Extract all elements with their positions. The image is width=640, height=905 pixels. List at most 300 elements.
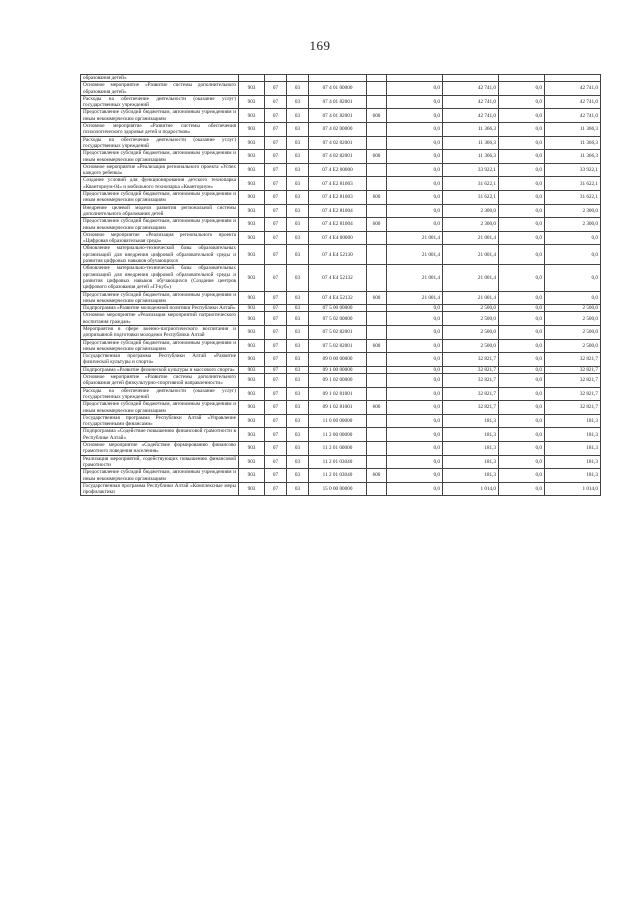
row-amount-other: 0,0 — [499, 218, 545, 232]
row-expense-type — [367, 325, 387, 339]
row-description: Расходы на обеспечение деятельности (оказание услуг) государственных учреждений — [81, 136, 239, 150]
row-amount-total: 2 500,0 — [443, 312, 499, 326]
row-amount-other: 0,0 — [499, 401, 545, 415]
table-row — [81, 136, 601, 150]
row-target-article: 07 4 E4 52132 — [309, 291, 367, 305]
row-amount-total: 21 001,4 — [443, 231, 499, 245]
row-description: образования детей» — [81, 75, 239, 82]
row-subsection-code: 03 — [287, 387, 309, 401]
row-section-code: 07 — [265, 325, 287, 339]
row-ministry-code: 903 — [239, 231, 265, 245]
row-subsection-code: 03 — [287, 95, 309, 109]
row-amount-total: 21 001,4 — [443, 291, 499, 305]
row-section-code: 07 — [265, 204, 287, 218]
row-target-article: 07 4 E4 52130 — [309, 245, 367, 265]
row-target-article: 07 4 01 82001 — [309, 109, 367, 123]
row-amount-total: 32 821,7 — [443, 387, 499, 401]
row-amount-regional: 181,3 — [545, 455, 601, 469]
table-row — [81, 291, 601, 305]
row-amount-other: 0,0 — [499, 325, 545, 339]
table-row — [81, 428, 601, 442]
row-amount-regional: 32 821,7 — [545, 374, 601, 388]
row-amount-regional: 32 821,7 — [545, 387, 601, 401]
row-description: Государственная программа Республики Алтай «Комплексные меры профилактики — [81, 482, 239, 496]
row-section-code: 07 — [265, 218, 287, 232]
row-expense-type: 600 — [367, 339, 387, 353]
row-amount-total: 181,3 — [443, 414, 499, 428]
row-description: Реализация мероприятий, содействующих повышению финансовой грамотности — [81, 455, 239, 469]
row-section-code: 07 — [265, 163, 287, 177]
row-target-article: 07 5 00 00000 — [309, 305, 367, 312]
row-description: Расходы на обеспечение деятельности (оказание услуг) государственных учреждений — [81, 95, 239, 109]
row-amount-total: 11 366,3 — [443, 123, 499, 137]
row-amount-federal: 0,0 — [387, 109, 443, 123]
table-row — [81, 414, 601, 428]
row-section-code — [265, 75, 287, 82]
row-ministry-code: 903 — [239, 482, 265, 496]
row-amount-federal: 0,0 — [387, 177, 443, 191]
row-description: Предоставление субсидий бюджетным, автономным учреждениям и иным некоммерческим организациям — [81, 339, 239, 353]
row-amount-regional: 11 366,3 — [545, 136, 601, 150]
row-amount-federal: 0,0 — [387, 428, 443, 442]
table-row — [81, 204, 601, 218]
row-amount-total: 31 622,1 — [443, 191, 499, 205]
row-amount-regional: 0,0 — [545, 265, 601, 291]
row-ministry-code: 903 — [239, 366, 265, 373]
row-target-article: 07 5 02 00000 — [309, 312, 367, 326]
table-row — [81, 191, 601, 205]
row-amount-total: 21 001,4 — [443, 265, 499, 291]
row-subsection-code: 03 — [287, 414, 309, 428]
row-description: Предоставление субсидий бюджетным, автономным учреждениям и иным некоммерческим организациям — [81, 191, 239, 205]
budget-table — [80, 74, 601, 496]
row-amount-other: 0,0 — [499, 312, 545, 326]
table-row — [81, 305, 601, 312]
row-amount-total: 181,3 — [443, 469, 499, 483]
row-amount-other: 0,0 — [499, 95, 545, 109]
page-number: 169 — [309, 38, 331, 53]
row-amount-federal: 0,0 — [387, 387, 443, 401]
row-amount-total: 32 821,7 — [443, 366, 499, 373]
row-ministry-code: 903 — [239, 82, 265, 96]
row-amount-regional: 0,0 — [545, 245, 601, 265]
table-row — [81, 82, 601, 96]
row-subsection-code: 03 — [287, 353, 309, 367]
row-amount-regional: 33 922,1 — [545, 163, 601, 177]
table-row — [81, 231, 601, 245]
row-amount-total: 2 500,0 — [443, 339, 499, 353]
row-subsection-code: 03 — [287, 191, 309, 205]
row-amount-other: 0,0 — [499, 177, 545, 191]
row-amount-regional: 42 741,0 — [545, 109, 601, 123]
row-target-article: 07 4 E4 00000 — [309, 231, 367, 245]
row-subsection-code: 03 — [287, 442, 309, 456]
row-section-code: 07 — [265, 191, 287, 205]
row-subsection-code: 03 — [287, 401, 309, 415]
table-row — [81, 245, 601, 265]
row-amount-other: 0,0 — [499, 191, 545, 205]
row-amount-federal: 0,0 — [387, 469, 443, 483]
row-subsection-code: 03 — [287, 163, 309, 177]
row-ministry-code: 903 — [239, 469, 265, 483]
row-amount-regional: 181,3 — [545, 414, 601, 428]
row-expense-type — [367, 482, 387, 496]
row-description: Подпрограмма «Развитие физической культуры и массового спорта» — [81, 366, 239, 373]
row-ministry-code: 903 — [239, 95, 265, 109]
row-description: Мероприятия в сфере военно-патриотического воспитания и допризывной подготовки молодежи Республики Алтай — [81, 325, 239, 339]
row-description: Предоставление субсидий бюджетным, автономным учреждениям и иным некоммерческим организациям — [81, 109, 239, 123]
row-amount-federal: 0,0 — [387, 482, 443, 496]
row-amount-federal: 0,0 — [387, 401, 443, 415]
row-expense-type — [367, 442, 387, 456]
row-description: Государственная программа Республики Алтай «Управление государственными финансами» — [81, 414, 239, 428]
row-amount-federal: 0,0 — [387, 150, 443, 164]
row-section-code: 07 — [265, 109, 287, 123]
row-target-article: 09 1 00 00000 — [309, 366, 367, 373]
row-expense-type: 600 — [367, 469, 387, 483]
row-subsection-code: 03 — [287, 325, 309, 339]
row-amount-federal: 0,0 — [387, 191, 443, 205]
table-row — [81, 482, 601, 496]
row-description: Внедрение целевой модели развития региональной системы дополнительного образования детей — [81, 204, 239, 218]
row-amount-other: 0,0 — [499, 428, 545, 442]
row-section-code: 07 — [265, 353, 287, 367]
row-amount-total: 32 821,7 — [443, 353, 499, 367]
row-subsection-code: 03 — [287, 374, 309, 388]
row-section-code: 07 — [265, 414, 287, 428]
row-section-code: 07 — [265, 291, 287, 305]
row-ministry-code: 903 — [239, 442, 265, 456]
row-description: Предоставление субсидий бюджетным, автономным учреждениям и иным некоммерческим организациям — [81, 469, 239, 483]
row-amount-federal: 0,0 — [387, 218, 443, 232]
row-amount-federal: 0,0 — [387, 123, 443, 137]
row-amount-federal: 0,0 — [387, 305, 443, 312]
row-section-code: 07 — [265, 136, 287, 150]
row-ministry-code: 903 — [239, 123, 265, 137]
row-ministry-code: 903 — [239, 414, 265, 428]
row-expense-type — [367, 428, 387, 442]
row-description: Подпрограмма «Содействие повышению финансовой грамотности в Республике Алтай» — [81, 428, 239, 442]
row-section-code: 07 — [265, 428, 287, 442]
row-subsection-code: 03 — [287, 245, 309, 265]
row-target-article: 07 5 02 82001 — [309, 339, 367, 353]
row-amount-total: 33 922,1 — [443, 163, 499, 177]
row-expense-type — [367, 82, 387, 96]
row-amount-federal: 21 001,4 — [387, 265, 443, 291]
row-amount-federal: 0,0 — [387, 455, 443, 469]
table-row — [81, 325, 601, 339]
row-section-code: 07 — [265, 231, 287, 245]
row-description: Расходы на обеспечение деятельности (оказание услуг) государственных учреждений — [81, 387, 239, 401]
row-target-article: 07 4 E2 81004 — [309, 218, 367, 232]
row-description: Основное мероприятие «Содействие формированию финансово грамотного поведения населения» — [81, 442, 239, 456]
table-row — [81, 353, 601, 367]
row-amount-total — [443, 75, 499, 82]
row-amount-federal: 0,0 — [387, 82, 443, 96]
row-amount-other: 0,0 — [499, 123, 545, 137]
row-ministry-code: 903 — [239, 136, 265, 150]
row-amount-other: 0,0 — [499, 455, 545, 469]
row-target-article: 11 0 00 00000 — [309, 414, 367, 428]
row-section-code: 07 — [265, 82, 287, 96]
row-target-article: 09 0 00 00000 — [309, 353, 367, 367]
table-row — [81, 218, 601, 232]
row-section-code: 07 — [265, 95, 287, 109]
row-target-article: 07 4 01 00000 — [309, 82, 367, 96]
row-amount-total: 42 741,0 — [443, 109, 499, 123]
row-amount-regional: 32 821,7 — [545, 353, 601, 367]
row-amount-regional: 2 300,0 — [545, 218, 601, 232]
table-row — [81, 374, 601, 388]
row-amount-regional: 31 622,1 — [545, 191, 601, 205]
row-subsection-code: 03 — [287, 231, 309, 245]
row-ministry-code: 903 — [239, 109, 265, 123]
row-subsection-code: 03 — [287, 136, 309, 150]
table-row — [81, 387, 601, 401]
row-target-article: 07 4 E2 81004 — [309, 204, 367, 218]
row-amount-federal: 0,0 — [387, 325, 443, 339]
table-row — [81, 123, 601, 137]
row-amount-regional: 11 366,3 — [545, 150, 601, 164]
row-ministry-code: 903 — [239, 291, 265, 305]
row-ministry-code: 903 — [239, 218, 265, 232]
row-amount-regional: 2 500,0 — [545, 339, 601, 353]
row-ministry-code: 903 — [239, 353, 265, 367]
row-amount-total: 2 300,0 — [443, 204, 499, 218]
row-amount-regional: 0,0 — [545, 291, 601, 305]
row-description: Основное мероприятие «Развитие системы дополнительного образования детей физкультурно-спортивной направленности» — [81, 374, 239, 388]
row-section-code: 07 — [265, 305, 287, 312]
row-expense-type: 600 — [367, 401, 387, 415]
row-description: Предоставление субсидий бюджетным, автономным учреждениям и иным некоммерческим организациям — [81, 291, 239, 305]
row-amount-total: 21 001,4 — [443, 245, 499, 265]
table-row — [81, 163, 601, 177]
row-subsection-code: 03 — [287, 204, 309, 218]
row-amount-other: 0,0 — [499, 204, 545, 218]
row-amount-other: 0,0 — [499, 353, 545, 367]
table-row — [81, 312, 601, 326]
row-target-article: 11 2 01 03040 — [309, 455, 367, 469]
row-amount-federal: 0,0 — [387, 339, 443, 353]
row-amount-federal: 0,0 — [387, 95, 443, 109]
row-amount-total: 2 500,0 — [443, 325, 499, 339]
row-subsection-code: 03 — [287, 305, 309, 312]
row-amount-regional: 2 500,0 — [545, 325, 601, 339]
row-subsection-code: 03 — [287, 312, 309, 326]
table-row — [81, 95, 601, 109]
row-section-code: 07 — [265, 123, 287, 137]
row-expense-type: 600 — [367, 291, 387, 305]
row-expense-type: 600 — [367, 218, 387, 232]
row-description: Основное мероприятие «Реализация регионального проекта «Цифровая образовательная среда» — [81, 231, 239, 245]
row-expense-type — [367, 123, 387, 137]
row-amount-other: 0,0 — [499, 366, 545, 373]
row-expense-type — [367, 95, 387, 109]
table-row — [81, 177, 601, 191]
row-amount-federal: 0,0 — [387, 442, 443, 456]
row-amount-other: 0,0 — [499, 469, 545, 483]
row-expense-type: 600 — [367, 150, 387, 164]
row-amount-total: 11 366,3 — [443, 136, 499, 150]
row-amount-other: 0,0 — [499, 442, 545, 456]
row-expense-type — [367, 163, 387, 177]
row-amount-other: 0,0 — [499, 231, 545, 245]
row-ministry-code: 903 — [239, 191, 265, 205]
row-subsection-code: 03 — [287, 482, 309, 496]
row-expense-type: 600 — [367, 109, 387, 123]
row-amount-total: 181,3 — [443, 428, 499, 442]
row-description: Государственная программа Республики Алтай «Развитие физической культуры и спорта» — [81, 353, 239, 367]
row-section-code: 07 — [265, 177, 287, 191]
row-amount-federal: 0,0 — [387, 353, 443, 367]
row-ministry-code: 903 — [239, 374, 265, 388]
table-row — [81, 469, 601, 483]
row-ministry-code: 903 — [239, 177, 265, 191]
row-subsection-code: 03 — [287, 265, 309, 291]
row-amount-total: 181,3 — [443, 455, 499, 469]
row-amount-regional: 181,3 — [545, 428, 601, 442]
row-section-code: 07 — [265, 455, 287, 469]
row-amount-regional — [545, 75, 601, 82]
row-description: Предоставление субсидий бюджетным, автономным учреждениям и иным некоммерческим организациям — [81, 150, 239, 164]
row-target-article: 07 4 02 82001 — [309, 150, 367, 164]
row-expense-type — [367, 366, 387, 373]
row-amount-total: 1 014,0 — [443, 482, 499, 496]
row-expense-type — [367, 265, 387, 291]
row-description: Предоставление субсидий бюджетным, автономным учреждениям и иным некоммерческим организациям — [81, 218, 239, 232]
row-amount-regional: 42 741,0 — [545, 95, 601, 109]
row-amount-other — [499, 75, 545, 82]
row-target-article: 11 2 01 03040 — [309, 469, 367, 483]
row-subsection-code: 03 — [287, 455, 309, 469]
row-amount-federal: 0,0 — [387, 204, 443, 218]
row-target-article: 09 1 02 00000 — [309, 374, 367, 388]
row-target-article: 09 1 02 81001 — [309, 387, 367, 401]
row-description: Основное мероприятие «Развитие системы дополнительного образования детей» — [81, 82, 239, 96]
row-section-code: 07 — [265, 265, 287, 291]
row-description: Создание условий для функционирования детского технопарка «Кванториум-04» и мобильного технопарка «Кванториум» — [81, 177, 239, 191]
row-expense-type — [367, 75, 387, 82]
row-expense-type — [367, 305, 387, 312]
row-amount-total: 42 741,0 — [443, 95, 499, 109]
row-amount-other: 0,0 — [499, 374, 545, 388]
row-description: Предоставление субсидий бюджетным, автономным учреждениям и иным некоммерческим организациям — [81, 401, 239, 415]
row-subsection-code: 03 — [287, 339, 309, 353]
row-ministry-code: 903 — [239, 455, 265, 469]
row-section-code: 07 — [265, 312, 287, 326]
row-ministry-code: 903 — [239, 305, 265, 312]
row-section-code: 07 — [265, 469, 287, 483]
row-amount-other: 0,0 — [499, 387, 545, 401]
row-subsection-code: 03 — [287, 123, 309, 137]
row-section-code: 07 — [265, 150, 287, 164]
row-amount-federal: 0,0 — [387, 366, 443, 373]
row-amount-regional: 11 366,3 — [545, 123, 601, 137]
row-amount-federal: 0,0 — [387, 374, 443, 388]
row-amount-total: 32 821,7 — [443, 374, 499, 388]
row-ministry-code: 903 — [239, 325, 265, 339]
row-subsection-code: 03 — [287, 428, 309, 442]
row-target-article — [309, 75, 367, 82]
row-ministry-code: 903 — [239, 163, 265, 177]
row-target-article: 07 5 02 82001 — [309, 325, 367, 339]
table-row — [81, 109, 601, 123]
row-amount-regional: 2 500,0 — [545, 312, 601, 326]
row-amount-other: 0,0 — [499, 82, 545, 96]
row-ministry-code: 903 — [239, 428, 265, 442]
row-expense-type — [367, 387, 387, 401]
row-target-article: 07 4 02 82001 — [309, 136, 367, 150]
row-expense-type — [367, 455, 387, 469]
row-expense-type — [367, 414, 387, 428]
row-amount-total: 181,3 — [443, 442, 499, 456]
row-ministry-code: 903 — [239, 245, 265, 265]
row-section-code: 07 — [265, 387, 287, 401]
row-target-article: 07 4 E4 52132 — [309, 265, 367, 291]
row-section-code: 07 — [265, 245, 287, 265]
row-amount-regional: 2 500,0 — [545, 305, 601, 312]
budget-table-body — [81, 75, 601, 496]
row-expense-type — [367, 136, 387, 150]
row-description: Обновление материально-технической базы образовательных организаций для внедрения цифровой образовательной среды и развития цифровых навыков обучающихся (Создание центров цифрового образования детей «IT-куб») — [81, 265, 239, 291]
row-description: Основное мероприятие «Реализация мероприятий патриотического воспитания граждан» — [81, 312, 239, 326]
row-ministry-code: 903 — [239, 312, 265, 326]
row-amount-regional: 181,3 — [545, 469, 601, 483]
row-amount-federal: 21 001,4 — [387, 231, 443, 245]
row-amount-regional: 32 821,7 — [545, 366, 601, 373]
row-subsection-code: 03 — [287, 150, 309, 164]
row-amount-other: 0,0 — [499, 136, 545, 150]
row-description: Обновление материально-технической базы образовательных организаций для внедрения цифровой образовательной среды и развития цифровых навыков обучающихся — [81, 245, 239, 265]
row-amount-other: 0,0 — [499, 339, 545, 353]
row-expense-type — [367, 231, 387, 245]
row-amount-federal — [387, 75, 443, 82]
row-amount-federal: 0,0 — [387, 414, 443, 428]
row-amount-federal: 21 001,4 — [387, 245, 443, 265]
row-section-code: 07 — [265, 482, 287, 496]
row-ministry-code: 903 — [239, 204, 265, 218]
row-amount-regional: 31 622,1 — [545, 177, 601, 191]
row-target-article: 07 4 02 00000 — [309, 123, 367, 137]
table-row — [81, 366, 601, 373]
row-amount-other: 0,0 — [499, 150, 545, 164]
row-target-article: 15 0 00 00000 — [309, 482, 367, 496]
row-target-article: 07 4 E2 00000 — [309, 163, 367, 177]
row-amount-total: 31 622,1 — [443, 177, 499, 191]
row-amount-other: 0,0 — [499, 109, 545, 123]
row-section-code: 07 — [265, 374, 287, 388]
row-subsection-code: 03 — [287, 177, 309, 191]
table-row — [81, 442, 601, 456]
table-row — [81, 455, 601, 469]
row-amount-federal: 0,0 — [387, 312, 443, 326]
row-subsection-code: 03 — [287, 469, 309, 483]
table-row — [81, 265, 601, 291]
row-description: Основное мероприятие «Развитие системы обеспечения психологического здоровья детей и подростков» — [81, 123, 239, 137]
row-description: Подпрограмма «Развитие молодежной политики Республики Алтай» — [81, 305, 239, 312]
row-subsection-code: 03 — [287, 109, 309, 123]
row-amount-regional: 1 014,0 — [545, 482, 601, 496]
row-section-code: 07 — [265, 339, 287, 353]
row-ministry-code: 903 — [239, 387, 265, 401]
row-amount-regional: 32 821,7 — [545, 401, 601, 415]
row-amount-total: 2 500,0 — [443, 305, 499, 312]
row-subsection-code — [287, 75, 309, 82]
row-expense-type — [367, 204, 387, 218]
row-amount-federal: 21 001,4 — [387, 291, 443, 305]
row-target-article: 11 2 00 00000 — [309, 428, 367, 442]
row-amount-other: 0,0 — [499, 163, 545, 177]
